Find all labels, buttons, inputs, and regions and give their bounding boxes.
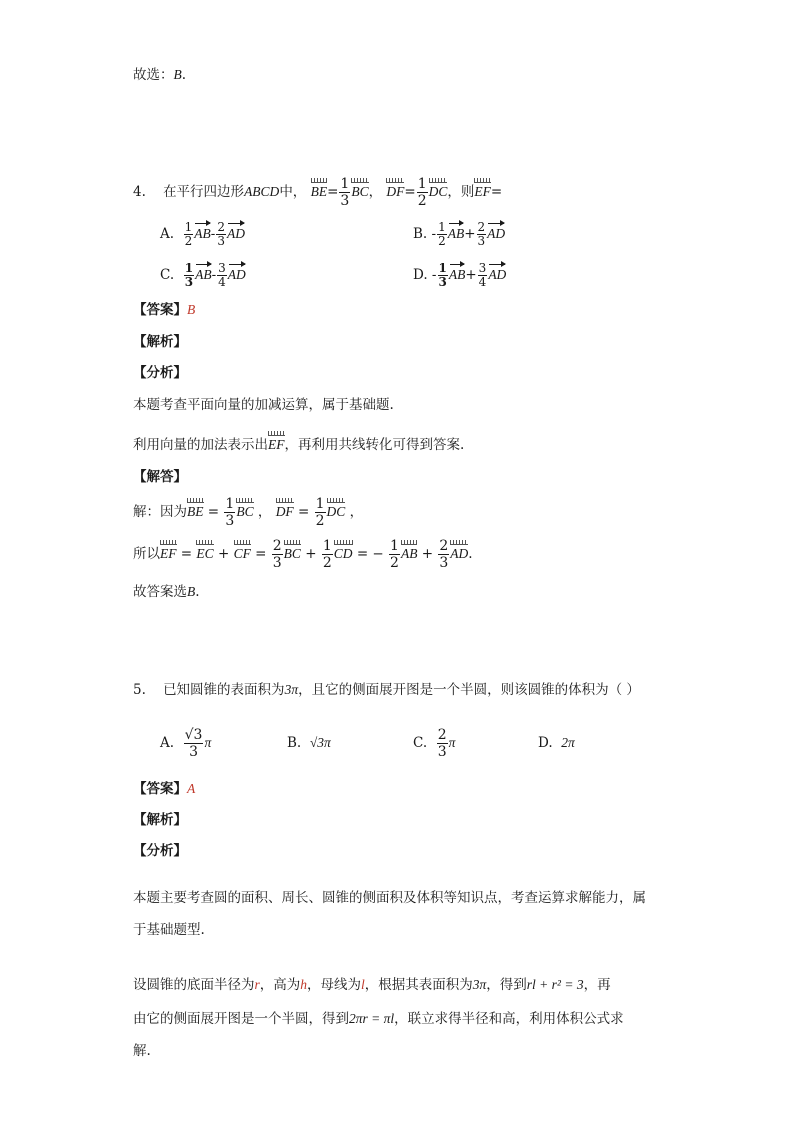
q4-fenxi-text: 本题考查平面向量的加减运算，属于基础题.	[133, 397, 394, 413]
q5-answer: 【答案】A	[133, 781, 196, 797]
vector-EF: EF	[474, 177, 491, 201]
q4-option-a: A. $\frac{1}{2}$ AB- $\frac{2}{3}$ AD	[160, 220, 245, 248]
q4-stem: 4. 在平行四边形ABCD中， BE= $\frac{1}{3}$ BC， DF= $\frac{1}{2}$ DC，则EF=	[133, 176, 503, 209]
q5-fenxi-line2: 于基础题型.	[133, 922, 205, 938]
q5-solution-line1: 设圆锥的底面半径为r，高为h，母线为l，根据其表面积为3π，得到rl + r² = 3，再	[133, 977, 611, 993]
q4-answer: 【答案】B	[133, 302, 196, 318]
q5-option-b: B. √3π	[287, 735, 331, 751]
fraction-1-3: $\frac{1}{3}$	[340, 176, 350, 209]
q5-option-d: D. 2π	[538, 735, 575, 751]
q5-option-a: A. $\frac{√3}{3}$ π	[160, 727, 212, 760]
q5-fenxi-line1: 本题主要考查圆的面积、周长、圆锥的侧面积及体积等知识点，考查运算求解能力，属	[133, 890, 646, 906]
vector-DF: DF	[386, 177, 404, 201]
q5-fenxi-label: 【分析】	[133, 843, 187, 859]
q4-method: 利用向量的加法表示出EF，再利用共线转化可得到答案.	[133, 430, 464, 454]
q4-fenxi-label: 【分析】	[133, 365, 187, 381]
fraction-1-2: $\frac{1}{2}$	[417, 176, 427, 209]
q5-solution-line3: 解.	[133, 1043, 151, 1059]
q5-solution-line2: 由它的侧面展开图是一个半圆，得到2πr = πl，联立求得半径和高，利用体积公式求	[133, 1011, 624, 1027]
q4-option-b: B. - $\frac{1}{2}$ AB+ $\frac{2}{3}$ AD	[413, 220, 506, 248]
vector-BC: BC	[351, 177, 368, 201]
q4-option-d: D. - $\frac{1}{3}$ AB+ $\frac{3}{4}$ AD	[413, 261, 507, 289]
q4-solution-line2: 所以EF = EC + CF = $\frac{2}{3}$ BC + $\frac{1}{2}$ CD = − $\frac{1}{2}$ AB + $\frac{2}{3}$ AD.	[133, 538, 473, 571]
vector-BE: BE	[311, 177, 328, 201]
q4-jieda-label: 【解答】	[133, 469, 187, 485]
q4-solution-line1: 解：因为BE = $\frac{1}{3}$ BC ， DF = $\frac{1}{2}$ DC ，	[133, 496, 364, 529]
q5-stem: 5. 已知圆锥的表面积为3π，且它的侧面展开图是一个半圆，则该圆锥的体积为（ ）	[133, 682, 640, 698]
vector-DC: DC	[429, 177, 448, 201]
q4-analysis-label: 【解析】	[133, 334, 187, 350]
q4-option-c: C. $\frac{1}{3}$ AB- $\frac{3}{4}$ AD	[160, 261, 246, 289]
q5-analysis-label: 【解析】	[133, 812, 187, 828]
q4-final: 故答案选B.	[133, 584, 200, 600]
previous-answer-line: 故选：B.	[133, 67, 187, 83]
q5-option-c: C. $\frac{2}{3}$ π	[413, 727, 456, 760]
